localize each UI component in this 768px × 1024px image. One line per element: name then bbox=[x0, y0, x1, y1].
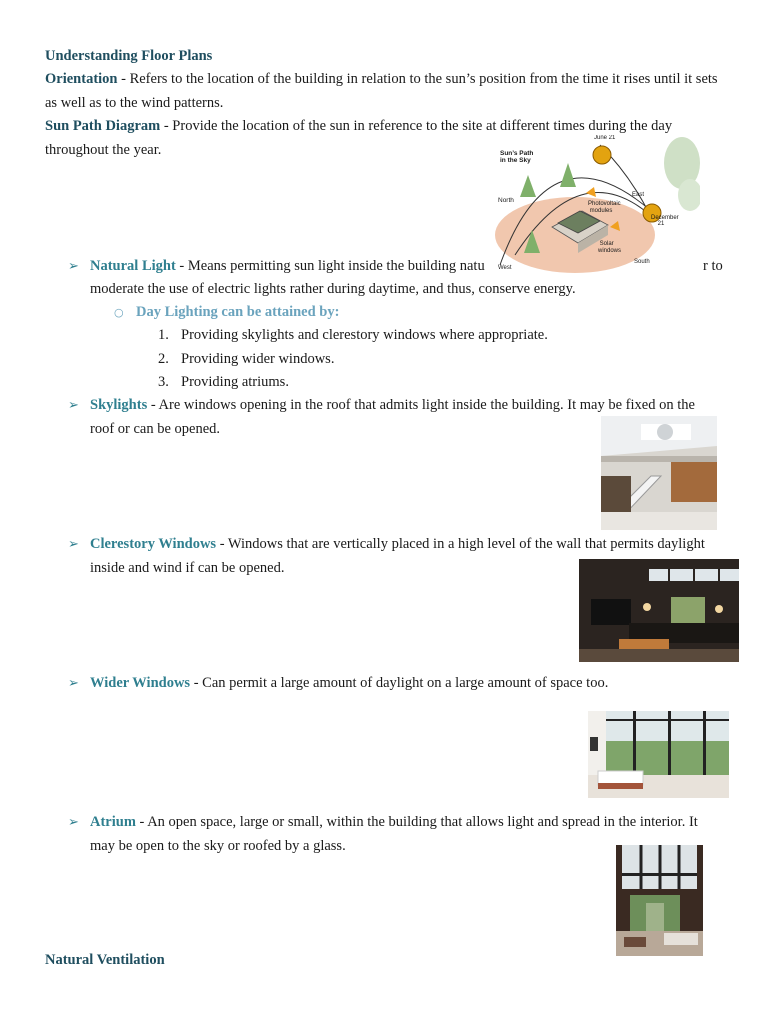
atrium-photo bbox=[616, 845, 703, 956]
label-solar-line-1: Solar bbox=[599, 241, 614, 247]
label-north: North bbox=[498, 197, 514, 204]
label-east: East bbox=[632, 192, 645, 198]
arrowhead-bullet-icon: ➢ bbox=[68, 398, 79, 413]
day-lighting-label: Day Lighting can be attained by: bbox=[136, 304, 340, 320]
atrium-photo-art bbox=[616, 845, 703, 956]
diagram-title-line-2: in the Sky bbox=[500, 157, 531, 164]
list-item-number: 3. bbox=[158, 374, 169, 390]
sun-path-diagram bbox=[490, 135, 700, 275]
label-december-line-1: December bbox=[651, 215, 679, 221]
skylights-bullet bbox=[68, 394, 79, 418]
list-item-text: Providing wider windows. bbox=[181, 350, 335, 367]
diagram-title-line-1: Sun’s Path bbox=[500, 150, 534, 157]
orientation-term: Orientation bbox=[45, 71, 118, 87]
natural-light-text-tail: r to bbox=[703, 258, 723, 274]
label-south: South bbox=[634, 259, 650, 265]
clerestory-term: Clerestory Windows bbox=[90, 536, 217, 552]
clerestory-photo-art bbox=[579, 559, 739, 662]
skylight-photo-art bbox=[601, 416, 717, 530]
orientation-paragraph bbox=[45, 68, 725, 115]
label-pv-line-1: Photovoltaic bbox=[588, 201, 621, 207]
arrowhead-bullet-icon: ➢ bbox=[68, 676, 79, 691]
skylights-term: Skylights bbox=[90, 397, 148, 413]
diagram-title bbox=[500, 150, 533, 164]
clerestory-bullet bbox=[68, 533, 79, 557]
natural-light-line-2: moderate the use of electric lights rather during daytime, and thus, conserve energy. bbox=[90, 281, 576, 297]
list-item-number: 1. bbox=[158, 327, 169, 343]
wider-term: Wider Windows bbox=[90, 675, 191, 691]
page-title: Understanding Floor Plans bbox=[45, 48, 213, 64]
label-june: June 21 bbox=[594, 135, 616, 141]
skylights-text: - Are windows opening in the roof that admits light inside the building. It may be fixed on the roof or can be opened. bbox=[90, 397, 695, 437]
hollow-circle-bullet-icon: ○ bbox=[114, 306, 124, 319]
list-item-number: 2. bbox=[158, 350, 169, 367]
label-december-line-2: 21 bbox=[657, 221, 665, 227]
wider-windows-photo bbox=[588, 699, 729, 798]
wider-bullet bbox=[68, 672, 79, 696]
list-item-text: Providing atriums. bbox=[181, 374, 289, 390]
arrowhead-bullet-icon: ➢ bbox=[68, 537, 79, 552]
label-pv-line-2: modules bbox=[589, 207, 613, 214]
atrium-bullet bbox=[68, 811, 79, 835]
wider-paragraph bbox=[90, 672, 725, 696]
label-west: West bbox=[498, 265, 512, 271]
arrowhead-bullet-icon: ➢ bbox=[68, 815, 79, 830]
sun-path-text: - Provide the location of the sun in reference to the site at different times during the day throughout the year. bbox=[45, 118, 673, 158]
label-pv bbox=[588, 201, 621, 214]
atrium-term: Atrium bbox=[90, 814, 136, 830]
label-solar-line-2: windows bbox=[598, 247, 622, 254]
list-item-text: Providing skylights and clerestory windows where appropriate. bbox=[181, 327, 548, 343]
clerestory-photo bbox=[579, 559, 739, 662]
orientation-text: - Refers to the location of the building in relation to the sun’s position from the time it rises until it sets as well as to the wind patterns. bbox=[45, 71, 718, 111]
sun-path-term: Sun Path Diagram bbox=[45, 118, 161, 134]
arrowhead-bullet-icon: ➢ bbox=[68, 259, 79, 274]
natural-light-bullet bbox=[68, 255, 79, 279]
day-lighting-bullet bbox=[114, 301, 124, 325]
natural-light-term: Natural Light bbox=[90, 258, 176, 274]
natural-ventilation-heading: Natural Ventilation bbox=[45, 952, 165, 968]
atrium-text: - An open space, large or small, within the building that allows light and spread in the interior. It may be open to the sky or roofed by a glass. bbox=[90, 814, 698, 854]
natural-light-text: - Means permitting sun light inside the building natu bbox=[175, 258, 485, 274]
skylight-photo bbox=[601, 416, 717, 530]
clerestory-text: - Windows that are vertically placed in a high level of the wall that permits daylight inside and wind if can be opened. bbox=[90, 536, 705, 576]
wider-text: - Can permit a large amount of daylight on a large amount of space too. bbox=[190, 675, 609, 691]
label-solar bbox=[598, 241, 621, 254]
label-december bbox=[651, 215, 679, 227]
wider-windows-photo-art bbox=[588, 699, 729, 798]
